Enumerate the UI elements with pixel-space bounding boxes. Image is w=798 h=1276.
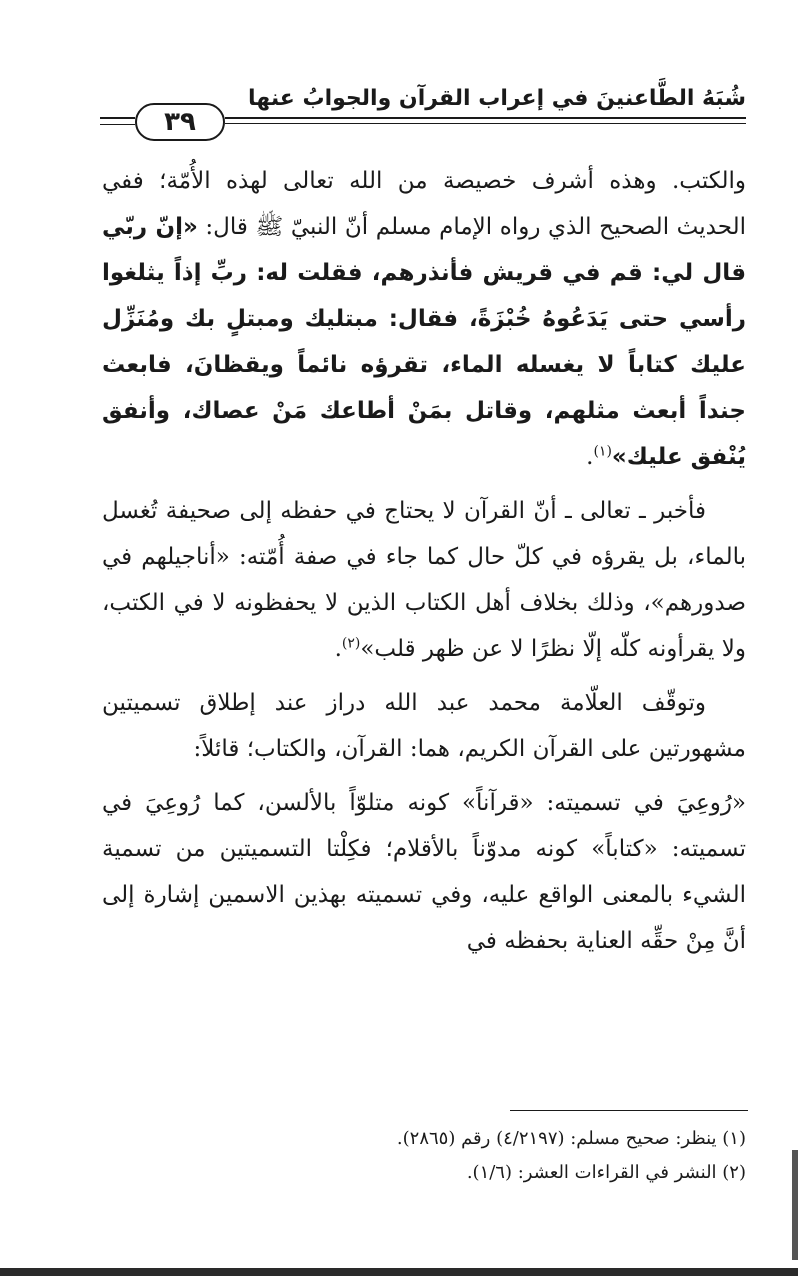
paragraph-3: وتوقّف العلّامة محمد عبد الله دراز عند إطلاق تسميتين مشهورتين على القرآن الكريم، هما: القرآن، والكتاب؛ قائلاً: bbox=[102, 690, 746, 762]
scan-edge-right bbox=[792, 1150, 798, 1260]
header-rule-thin bbox=[225, 123, 746, 124]
footnote-2: (٢) النشر في القراءات العشر: (١/٦). bbox=[466, 1162, 746, 1183]
footnote-ref-2[interactable]: (٢) bbox=[341, 635, 361, 652]
paragraph-2-text: فأخبر ـ تعالى ـ أنّ القرآن لا يحتاج في حفظه إلى صحيفة تُغسل بالماء، بل يقرؤه في كلّ حال كما جاء في صفة أُمّته: «أناجيلهم في صدورهم»، وذلك بخلاف أهل الكتاب الذين لا يحفظونه لا في الكتب، ولا يقرأونه كلّه إلّا نظرًا لا عن ظهر قلب» bbox=[102, 498, 746, 662]
paragraph-2 bbox=[102, 488, 746, 672]
paragraph-1-intro: والكتب. وهذه أشرف خصيصة من الله تعالى لهذه الأُمّة؛ ففي الحديث الصحيح الذي رواه الإمام مسلم أنّ النبيّ ﷺ قال: bbox=[102, 168, 746, 240]
running-title: شُبَهُ الطَّاعنينَ في إعراب القرآن والجوابُ عنها bbox=[248, 86, 746, 111]
paragraph-1 bbox=[102, 158, 746, 480]
footnote-ref-1[interactable]: (١) bbox=[593, 443, 612, 460]
hadith-quote: «إنّ ربّي قال لي: قم في قريش فأنذرهم، فقلت له: ربِّ إذاً يثلغوا رأسي حتى يَدَعُوهُ خُبْزَةً، فقال: مبتليك ومبتلٍ بك ومُنَزِّل عليك كتاباً لا يغسله الماء، تقرؤه نائماً ويقظانَ، فابعث جنداً أبعث مثلهم، وقاتل بمَنْ أطاعك مَنْ عصاك، وأنفق يُنْفق عليك» bbox=[102, 214, 746, 470]
page-number: ٣٩ bbox=[164, 107, 196, 137]
paragraph-1-end: . bbox=[586, 444, 594, 470]
footnote-separator bbox=[510, 1110, 748, 1111]
footnote-1: (١) ينظر: صحيح مسلم: (٤/٢١٩٧) رقم (٢٨٦٥). bbox=[396, 1128, 746, 1149]
page-number-rule-left bbox=[100, 117, 135, 119]
scan-edge-bottom bbox=[0, 1268, 798, 1276]
main-text bbox=[102, 158, 746, 964]
paragraph-4: «رُوعِيَ في تسميته: «قرآناً» كونه متلوّاً بالألسن، كما رُوعِيَ في تسميته: «كتاباً» كونه مدوّناً بالأقلام؛ فكِلْتا التسميتين من تسمية الشيء بالمعنى الواقع عليه، وفي تسميته بهذين الاسمين إشارة إلى أنَّ مِنْ حقِّه العناية بحفظه في bbox=[102, 790, 746, 954]
page-number-rule-left-thin bbox=[100, 124, 135, 125]
paragraph-2-end: . bbox=[334, 636, 342, 662]
page-number-frame bbox=[135, 103, 225, 141]
footnotes bbox=[102, 1122, 746, 1190]
header-rule bbox=[225, 117, 746, 119]
